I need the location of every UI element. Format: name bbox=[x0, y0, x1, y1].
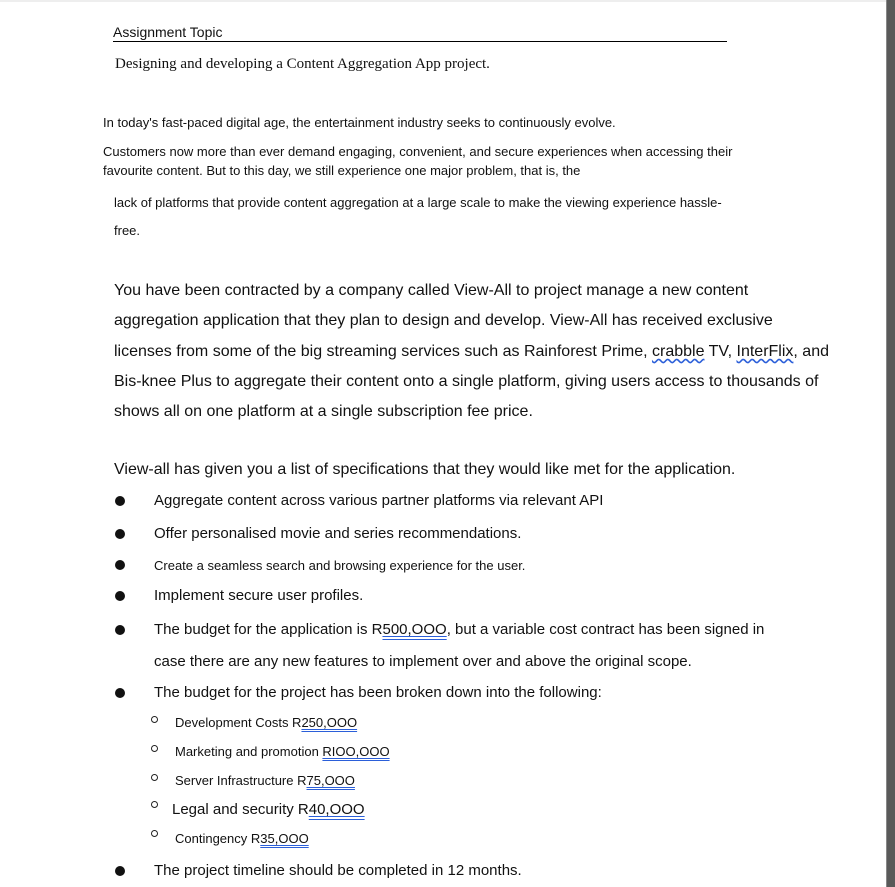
label: Server Infrastructure R bbox=[175, 773, 307, 788]
label: Legal and security R bbox=[172, 801, 309, 818]
spec-intro: View-all has given you a list of specifications that they would like met for the application. bbox=[114, 461, 736, 478]
para-line bbox=[114, 343, 829, 361]
breakdown-intro: The budget for the project has been broken down into the following: bbox=[154, 684, 602, 701]
spellcheck-word[interactable]: InterFlix bbox=[736, 343, 794, 360]
bullet-icon bbox=[115, 560, 125, 570]
amount: 35,OOO bbox=[260, 831, 309, 846]
bullet-icon bbox=[115, 866, 125, 876]
breakdown-item bbox=[175, 744, 390, 759]
breakdown-item bbox=[175, 773, 355, 788]
breakdown-item bbox=[175, 715, 357, 730]
bullet-icon bbox=[115, 529, 125, 539]
bullet-item: Aggregate content across various partner platforms via relevant API bbox=[154, 492, 604, 509]
text: The budget for the application is R bbox=[154, 621, 383, 638]
para-line: shows all on one platform at a single subscription fee price. bbox=[114, 403, 533, 420]
sub-bullet-icon bbox=[151, 716, 158, 723]
text: licenses from some of the big streaming services such as Rainforest Prime, bbox=[114, 343, 652, 360]
label: Marketing and promotion bbox=[175, 744, 323, 759]
text: , but a variable cost contract has been signed in bbox=[446, 621, 765, 638]
scrollbar[interactable] bbox=[886, 0, 895, 887]
amount: 40,OOO bbox=[308, 801, 365, 818]
subtitle: Designing and developing a Content Aggregation App project. bbox=[115, 56, 490, 72]
assignment-title: Assignment Topic bbox=[113, 24, 727, 42]
spellcheck-word[interactable]: crabble bbox=[651, 343, 705, 360]
timeline-line: The project timeline should be completed in 12 months. bbox=[154, 862, 522, 879]
amount: 250,OOO bbox=[301, 715, 358, 730]
bullet-icon bbox=[115, 496, 125, 506]
amount: 75,OOO bbox=[306, 773, 355, 788]
label: Development Costs R bbox=[175, 715, 302, 730]
bullet-icon bbox=[115, 625, 125, 635]
para-line: Bis-knee Plus to aggregate their content onto a single platform, giving users access to thousands of bbox=[114, 373, 819, 390]
budget-line: case there are any new features to implement over and above the original scope. bbox=[154, 653, 692, 670]
bullet-item: Implement secure user profiles. bbox=[154, 587, 364, 604]
intro-line: In today's fast-paced digital age, the entertainment industry seeks to continuously evolve. bbox=[103, 115, 616, 130]
bullet-item: Offer personalised movie and series recommendations. bbox=[154, 525, 522, 542]
para-line: aggregation application that they plan to design and develop. View-All has received exclusive bbox=[114, 312, 773, 329]
label: Contingency R bbox=[175, 831, 261, 846]
budget-amount: 500,OOO bbox=[382, 621, 447, 638]
breakdown-item bbox=[172, 801, 365, 818]
page-top-edge bbox=[0, 0, 886, 2]
sub-bullet-icon bbox=[151, 745, 158, 752]
intro-line: free. bbox=[114, 223, 141, 238]
text: , and bbox=[793, 343, 829, 360]
intro-line: lack of platforms that provide content aggregation at a large scale to make the viewing experience hassle- bbox=[114, 195, 722, 210]
para-line: You have been contracted by a company called View-All to project manage a new content bbox=[114, 282, 749, 299]
budget-line bbox=[154, 621, 764, 638]
sub-bullet-icon bbox=[151, 830, 158, 837]
sub-bullet-icon bbox=[151, 774, 158, 781]
bullet-item: Create a seamless search and browsing experience for the user. bbox=[154, 558, 526, 573]
intro-line: favourite content. But to this day, we still experience one major problem, that is, the bbox=[103, 163, 581, 178]
bullet-icon bbox=[115, 591, 125, 601]
sub-bullet-icon bbox=[151, 801, 158, 808]
breakdown-item bbox=[175, 831, 309, 846]
text: TV, bbox=[704, 343, 737, 360]
bullet-icon bbox=[115, 688, 125, 698]
amount: RIOO,OOO bbox=[322, 744, 390, 759]
intro-line: Customers now more than ever demand engaging, convenient, and secure experiences when accessing their bbox=[103, 144, 733, 159]
